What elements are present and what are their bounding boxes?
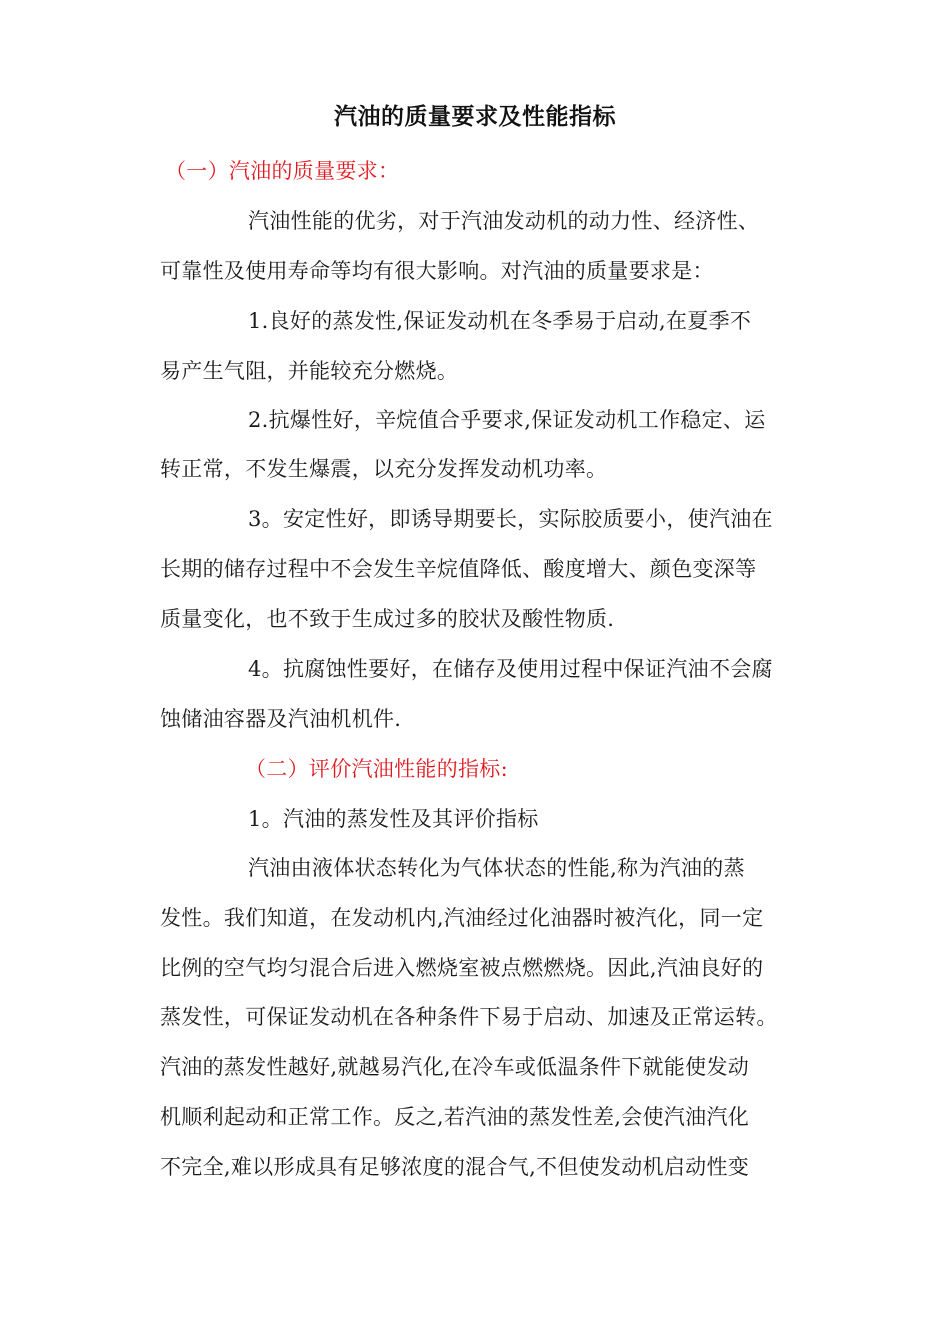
paragraph-line: 易产生气阻，并能较充分燃烧。: [160, 359, 459, 383]
paragraph-line: 汽油性能的优劣，对于汽油发动机的动力性、经济性、: [248, 209, 760, 233]
section-heading-1: （一）汽油的质量要求：: [165, 159, 400, 183]
paragraph-line: 转正常，不发生爆震，以充分发挥发动机功率。: [160, 457, 608, 481]
paragraph-line: 汽油由液体状态转化为气体状态的性能,称为汽油的蒸: [248, 856, 745, 880]
paragraph-line: 比例的空气均匀混合后进入燃烧室被点燃燃烧。因此,汽油良好的: [160, 956, 764, 980]
paragraph-line: 4。抗腐蚀性要好，在储存及使用过程中保证汽油不会腐: [248, 657, 773, 681]
paragraph-line: 不完全,难以形成具有足够浓度的混合气,不但使发动机启动性变: [160, 1155, 750, 1179]
paragraph-line: 长期的储存过程中不会发生辛烷值降低、酸度增大、颜色变深等: [160, 557, 757, 581]
section-heading-2: （二）评价汽油性能的指标:: [245, 757, 508, 781]
document-title: 汽油的质量要求及性能指标: [334, 104, 616, 130]
paragraph-line: 蒸发性，可保证发动机在各种条件下易于启动、加速及正常运转。: [160, 1005, 778, 1029]
paragraph-line: 1.良好的蒸发性,保证发动机在冬季易于启动,在夏季不: [248, 309, 752, 333]
paragraph-line: 质量变化，也不致于生成过多的胶状及酸性物质.: [160, 607, 615, 631]
paragraph-line: 机顺利起动和正常工作。反之,若汽油的蒸发性差,会使汽油汽化: [160, 1105, 750, 1129]
paragraph-line: 发性。我们知道，在发动机内,汽油经过化油器时被汽化，同一定: [160, 906, 764, 930]
paragraph-line: 汽油的蒸发性越好,就越易汽化,在冷车或低温条件下就能使发动: [160, 1055, 750, 1079]
paragraph-line: 3。安定性好，即诱导期要长，实际胶质要小，使汽油在: [248, 507, 773, 531]
paragraph-line: 可靠性及使用寿命等均有很大影响。对汽油的质量要求是：: [160, 259, 714, 283]
paragraph-line: 2.抗爆性好，辛烷值合乎要求,保证发动机工作稳定、运: [248, 408, 766, 432]
paragraph-line: 蚀储油容器及汽油机机件.: [160, 707, 402, 731]
paragraph-line: 1。汽油的蒸发性及其评价指标: [248, 807, 539, 831]
